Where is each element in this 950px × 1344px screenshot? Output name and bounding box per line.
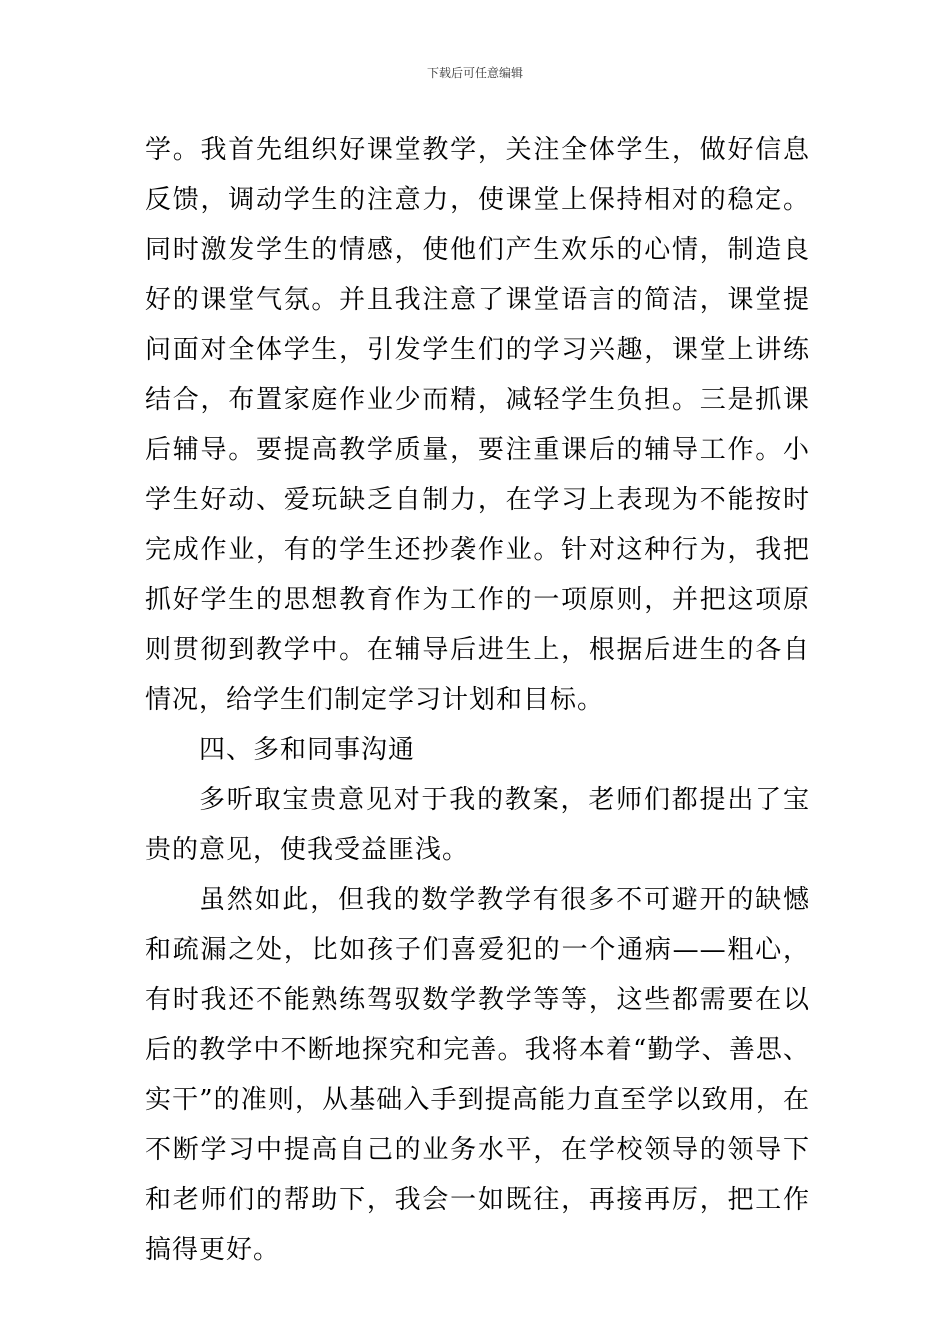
- paragraph-continuation: 学。我首先组织好课堂教学，关注全体学生，做好信息反馈，调动学生的注意力，使课堂上保持相对的稳定。同时激发学生的情感，使他们产生欢乐的心情，制造良好的课堂气氛。并且我注意了课堂语言的简洁，课堂提问面对全体学生，引发学生们的学习兴趣，课堂上讲练结合，布置家庭作业少而精，减轻学生负担。三是抓课后辅导。要提高教学质量，要注重课后的辅导工作。小学生好动、爱玩缺乏自制力，在学习上表现为不能按时完成作业，有的学生还抄袭作业。针对这种行为，我把抓好学生的思想教育作为工作的一项原则，并把这项原则贯彻到教学中。在辅导后进生上，根据后进生的各自情况，给学生们制定学习计划和目标。: [145, 135, 810, 715]
- paragraph: 多听取宝贵意见对于我的教案，老师们都提出了宝贵的意见，使我受益匪浅。: [145, 785, 810, 865]
- paragraph: 虽然如此，但我的数学教学有很多不可避开的缺憾和疏漏之处，比如孩子们喜爱犯的一个通病——粗心，有时我还不能熟练驾驭数学教学等等，这些都需要在以后的教学中不断地探究和完善。我将本着“勤学、善思、实干”的准则，从基础入手到提高能力直至学以致用，在不断学习中提高自己的业务水平，在学校领导的领导下和老师们的帮助下，我会一如既往，再接再厉，把工作搞得更好。: [145, 885, 810, 1265]
- section-heading: 四、多和同事沟通: [199, 735, 416, 765]
- document-body: [145, 125, 810, 1275]
- page-header: 下载后可任意编辑: [426, 66, 523, 80]
